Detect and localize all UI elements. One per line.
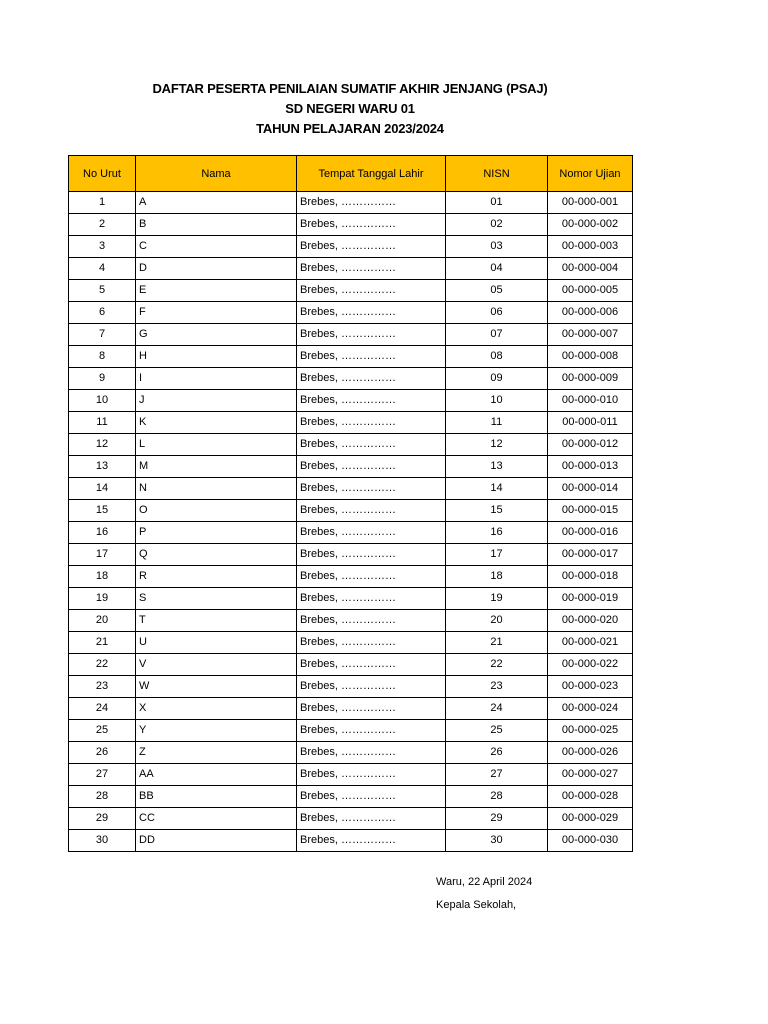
cell-nama: U [136, 632, 297, 654]
cell-nisn: 02 [446, 214, 548, 236]
header-tempat-tanggal-lahir: Tempat Tanggal Lahir [297, 156, 446, 192]
cell-nisn: 03 [446, 236, 548, 258]
cell-no-urut: 3 [69, 236, 136, 258]
cell-no-urut: 9 [69, 368, 136, 390]
cell-tempat-tanggal-lahir: Brebes, …………… [297, 676, 446, 698]
cell-nisn: 24 [446, 698, 548, 720]
header-nama: Nama [136, 156, 297, 192]
table-row [69, 478, 633, 500]
cell-tempat-tanggal-lahir: Brebes, …………… [297, 544, 446, 566]
cell-no-urut: 20 [69, 610, 136, 632]
table-row [69, 830, 633, 852]
cell-tempat-tanggal-lahir: Brebes, …………… [297, 390, 446, 412]
cell-nisn: 12 [446, 434, 548, 456]
cell-no-urut: 1 [69, 192, 136, 214]
title-line-1: DAFTAR PESERTA PENILAIAN SUMATIF AKHIR JENJANG (PSAJ) [152, 81, 548, 96]
cell-nama: O [136, 500, 297, 522]
signature-role: Kepala Sekolah, [436, 899, 517, 911]
cell-tempat-tanggal-lahir: Brebes, …………… [297, 786, 446, 808]
cell-nisn: 19 [446, 588, 548, 610]
table-row [69, 764, 633, 786]
cell-nisn: 23 [446, 676, 548, 698]
cell-nama: X [136, 698, 297, 720]
cell-nomor-ujian: 00-000-003 [548, 236, 633, 258]
cell-nama: B [136, 214, 297, 236]
cell-nisn: 14 [446, 478, 548, 500]
cell-no-urut: 14 [69, 478, 136, 500]
cell-no-urut: 23 [69, 676, 136, 698]
cell-tempat-tanggal-lahir: Brebes, …………… [297, 830, 446, 852]
table-body [69, 192, 633, 852]
cell-nama: D [136, 258, 297, 280]
cell-nomor-ujian: 00-000-028 [548, 786, 633, 808]
cell-no-urut: 11 [69, 412, 136, 434]
cell-tempat-tanggal-lahir: Brebes, …………… [297, 588, 446, 610]
table-header-row [69, 156, 633, 192]
cell-tempat-tanggal-lahir: Brebes, …………… [297, 720, 446, 742]
cell-nisn: 26 [446, 742, 548, 764]
cell-nama: V [136, 654, 297, 676]
cell-nomor-ujian: 00-000-011 [548, 412, 633, 434]
cell-nomor-ujian: 00-000-005 [548, 280, 633, 302]
cell-tempat-tanggal-lahir: Brebes, …………… [297, 346, 446, 368]
cell-no-urut: 6 [69, 302, 136, 324]
cell-tempat-tanggal-lahir: Brebes, …………… [297, 500, 446, 522]
cell-nisn: 07 [446, 324, 548, 346]
cell-nisn: 15 [446, 500, 548, 522]
cell-nama: H [136, 346, 297, 368]
cell-no-urut: 21 [69, 632, 136, 654]
cell-no-urut: 22 [69, 654, 136, 676]
cell-nomor-ujian: 00-000-026 [548, 742, 633, 764]
table-row [69, 280, 633, 302]
cell-no-urut: 12 [69, 434, 136, 456]
cell-nama: I [136, 368, 297, 390]
cell-nama: N [136, 478, 297, 500]
cell-tempat-tanggal-lahir: Brebes, …………… [297, 566, 446, 588]
cell-nomor-ujian: 00-000-002 [548, 214, 633, 236]
table-row [69, 632, 633, 654]
cell-nama: T [136, 610, 297, 632]
cell-nama: AA [136, 764, 297, 786]
cell-nomor-ujian: 00-000-009 [548, 368, 633, 390]
cell-nomor-ujian: 00-000-008 [548, 346, 633, 368]
cell-tempat-tanggal-lahir: Brebes, …………… [297, 192, 446, 214]
cell-no-urut: 15 [69, 500, 136, 522]
cell-nomor-ujian: 00-000-020 [548, 610, 633, 632]
cell-no-urut: 10 [69, 390, 136, 412]
cell-nomor-ujian: 00-000-025 [548, 720, 633, 742]
cell-nama: Z [136, 742, 297, 764]
cell-nomor-ujian: 00-000-022 [548, 654, 633, 676]
cell-nama: A [136, 192, 297, 214]
cell-nomor-ujian: 00-000-010 [548, 390, 633, 412]
cell-nisn: 08 [446, 346, 548, 368]
cell-nisn: 18 [446, 566, 548, 588]
cell-nisn: 04 [446, 258, 548, 280]
cell-tempat-tanggal-lahir: Brebes, …………… [297, 368, 446, 390]
table-row [69, 368, 633, 390]
cell-tempat-tanggal-lahir: Brebes, …………… [297, 610, 446, 632]
table-row [69, 390, 633, 412]
cell-nama: G [136, 324, 297, 346]
cell-tempat-tanggal-lahir: Brebes, …………… [297, 632, 446, 654]
cell-nama: BB [136, 786, 297, 808]
cell-nomor-ujian: 00-000-027 [548, 764, 633, 786]
header-no-urut: No Urut [69, 156, 136, 192]
table-row [69, 258, 633, 280]
cell-tempat-tanggal-lahir: Brebes, …………… [297, 412, 446, 434]
cell-nama: R [136, 566, 297, 588]
cell-no-urut: 26 [69, 742, 136, 764]
cell-nisn: 30 [446, 830, 548, 852]
cell-tempat-tanggal-lahir: Brebes, …………… [297, 742, 446, 764]
table-row [69, 192, 633, 214]
cell-nomor-ujian: 00-000-018 [548, 566, 633, 588]
table-row [69, 214, 633, 236]
cell-tempat-tanggal-lahir: Brebes, …………… [297, 456, 446, 478]
cell-nomor-ujian: 00-000-029 [548, 808, 633, 830]
cell-nama: E [136, 280, 297, 302]
table-row [69, 566, 633, 588]
cell-tempat-tanggal-lahir: Brebes, …………… [297, 236, 446, 258]
cell-tempat-tanggal-lahir: Brebes, …………… [297, 258, 446, 280]
cell-nisn: 06 [446, 302, 548, 324]
cell-tempat-tanggal-lahir: Brebes, …………… [297, 324, 446, 346]
cell-nama: CC [136, 808, 297, 830]
cell-tempat-tanggal-lahir: Brebes, …………… [297, 698, 446, 720]
cell-nomor-ujian: 00-000-024 [548, 698, 633, 720]
cell-nomor-ujian: 00-000-007 [548, 324, 633, 346]
header-nisn: NISN [446, 156, 548, 192]
cell-nisn: 10 [446, 390, 548, 412]
table-row [69, 500, 633, 522]
participant-table [68, 155, 633, 852]
cell-tempat-tanggal-lahir: Brebes, …………… [297, 522, 446, 544]
cell-tempat-tanggal-lahir: Brebes, …………… [297, 654, 446, 676]
cell-no-urut: 2 [69, 214, 136, 236]
cell-nomor-ujian: 00-000-023 [548, 676, 633, 698]
cell-nomor-ujian: 00-000-019 [548, 588, 633, 610]
cell-no-urut: 4 [69, 258, 136, 280]
cell-nama: C [136, 236, 297, 258]
cell-no-urut: 25 [69, 720, 136, 742]
header-nomor-ujian: Nomor Ujian [548, 156, 633, 192]
table-row [69, 434, 633, 456]
cell-nisn: 21 [446, 632, 548, 654]
cell-no-urut: 5 [69, 280, 136, 302]
cell-tempat-tanggal-lahir: Brebes, …………… [297, 302, 446, 324]
cell-nomor-ujian: 00-000-013 [548, 456, 633, 478]
cell-nama: DD [136, 830, 297, 852]
cell-nomor-ujian: 00-000-001 [548, 192, 633, 214]
cell-no-urut: 13 [69, 456, 136, 478]
cell-nomor-ujian: 00-000-016 [548, 522, 633, 544]
cell-tempat-tanggal-lahir: Brebes, …………… [297, 808, 446, 830]
cell-nama: K [136, 412, 297, 434]
cell-tempat-tanggal-lahir: Brebes, …………… [297, 280, 446, 302]
cell-nomor-ujian: 00-000-004 [548, 258, 633, 280]
title-line-2: SD NEGERI WARU 01 [285, 101, 415, 116]
cell-tempat-tanggal-lahir: Brebes, …………… [297, 478, 446, 500]
cell-nama: Y [136, 720, 297, 742]
table-row [69, 676, 633, 698]
cell-no-urut: 29 [69, 808, 136, 830]
signature-place-date: Waru, 22 April 2024 [436, 876, 533, 888]
cell-nisn: 09 [446, 368, 548, 390]
table-row [69, 346, 633, 368]
table-row [69, 808, 633, 830]
table-row [69, 588, 633, 610]
cell-nisn: 05 [446, 280, 548, 302]
cell-no-urut: 18 [69, 566, 136, 588]
cell-nama: F [136, 302, 297, 324]
cell-nisn: 29 [446, 808, 548, 830]
cell-nisn: 28 [446, 786, 548, 808]
cell-nama: P [136, 522, 297, 544]
cell-nama: J [136, 390, 297, 412]
cell-nomor-ujian: 00-000-030 [548, 830, 633, 852]
cell-no-urut: 24 [69, 698, 136, 720]
table-row [69, 698, 633, 720]
table-row [69, 610, 633, 632]
cell-nomor-ujian: 00-000-017 [548, 544, 633, 566]
title-line-3: TAHUN PELAJARAN 2023/2024 [256, 121, 444, 136]
document-title [0, 79, 700, 139]
cell-nisn: 01 [446, 192, 548, 214]
table-row [69, 324, 633, 346]
table-row [69, 236, 633, 258]
cell-no-urut: 16 [69, 522, 136, 544]
cell-no-urut: 17 [69, 544, 136, 566]
cell-nisn: 16 [446, 522, 548, 544]
cell-nama: Q [136, 544, 297, 566]
cell-no-urut: 28 [69, 786, 136, 808]
cell-nama: L [136, 434, 297, 456]
cell-nisn: 22 [446, 654, 548, 676]
table-row [69, 786, 633, 808]
table-row [69, 742, 633, 764]
cell-nomor-ujian: 00-000-021 [548, 632, 633, 654]
cell-nomor-ujian: 00-000-014 [548, 478, 633, 500]
table-row [69, 544, 633, 566]
cell-no-urut: 7 [69, 324, 136, 346]
cell-tempat-tanggal-lahir: Brebes, …………… [297, 214, 446, 236]
cell-no-urut: 19 [69, 588, 136, 610]
cell-nisn: 13 [446, 456, 548, 478]
table-row [69, 654, 633, 676]
cell-nama: S [136, 588, 297, 610]
cell-nama: W [136, 676, 297, 698]
cell-no-urut: 27 [69, 764, 136, 786]
cell-nisn: 25 [446, 720, 548, 742]
cell-tempat-tanggal-lahir: Brebes, …………… [297, 434, 446, 456]
table-row [69, 720, 633, 742]
cell-tempat-tanggal-lahir: Brebes, …………… [297, 764, 446, 786]
cell-nomor-ujian: 00-000-015 [548, 500, 633, 522]
table-row [69, 522, 633, 544]
table-row [69, 456, 633, 478]
cell-nisn: 20 [446, 610, 548, 632]
table-row [69, 302, 633, 324]
cell-nisn: 11 [446, 412, 548, 434]
table-row [69, 412, 633, 434]
cell-nama: M [136, 456, 297, 478]
cell-nisn: 27 [446, 764, 548, 786]
cell-no-urut: 8 [69, 346, 136, 368]
cell-nomor-ujian: 00-000-006 [548, 302, 633, 324]
cell-nisn: 17 [446, 544, 548, 566]
cell-no-urut: 30 [69, 830, 136, 852]
cell-nomor-ujian: 00-000-012 [548, 434, 633, 456]
